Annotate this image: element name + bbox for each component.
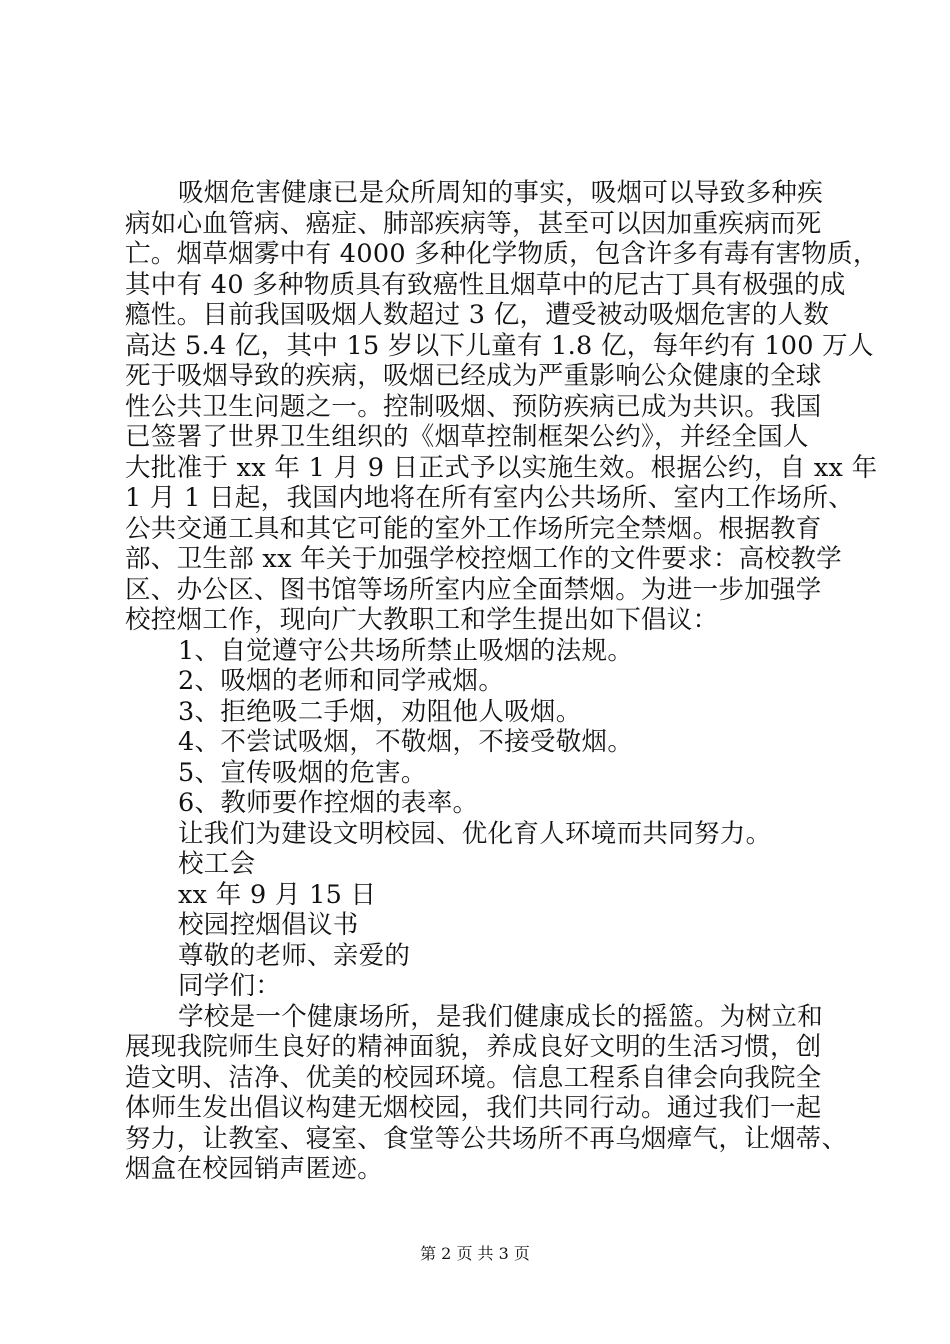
- text-line: 已签署了世界卫生组织的《烟草控制框架公约》，并经全国人: [125, 422, 809, 452]
- text-line: 6、教师要作控烟的表率。: [178, 788, 479, 818]
- text-line: 其中有 40 多种物质具有致癌性且烟草中的尼古丁具有极强的成: [125, 269, 846, 300]
- text-line: 体师生发出倡议构建无烟校园，我们共同行动。通过我们一起: [125, 1093, 822, 1123]
- text-line: 大批准于 xx 年 1 月 9 日正式予以实施生效。根据公约，自 xx 年: [125, 452, 878, 483]
- text-line: 2、吸烟的老师和同学戒烟。: [178, 666, 505, 696]
- text-line: 1 月 1 日起，我国内地将在所有室内公共场所、室内工作场所、: [125, 483, 855, 513]
- text-line: 校工会: [178, 849, 256, 879]
- text-line: 性公共卫生问题之一。控制吸烟、预防疾病已成为共识。我国: [125, 391, 822, 422]
- document-body: [125, 178, 879, 1185]
- text-line: 1、自觉遵守公共场所禁止吸烟的法规。: [178, 635, 634, 666]
- text-line: 部、卫生部 xx 年关于加强学校控烟工作的文件要求：高校教学: [125, 544, 842, 574]
- text-line: 亡。烟草烟雾中有 4000 多种化学物质，包含许多有毒有害物质，: [125, 239, 879, 269]
- text-line: 高达 5.4 亿，其中 15 岁以下儿童有 1.8 亿，每年约有 100 万人: [125, 330, 874, 361]
- text-line: 3、拒绝吸二手烟，劝阻他人吸烟。: [178, 696, 582, 727]
- text-line: 烟盒在校园销声匿迹。: [125, 1154, 384, 1184]
- text-line: 吸烟危害健康已是众所周知的事实，吸烟可以导致多种疾: [178, 178, 824, 208]
- text-line: 让我们为建设文明校园、优化育人环境而共同努力。: [178, 818, 772, 849]
- text-line: 病如心血管病、癌症、肺部疾病等，甚至可以因加重疾病而死: [125, 208, 822, 239]
- text-line: 努力，让教室、寝室、食堂等公共场所不再乌烟瘴气，让烟蒂、: [125, 1123, 848, 1154]
- text-line: 尊敬的老师、亲爱的: [178, 940, 411, 971]
- text-line: 公共交通工具和其它可能的室外工作场所完全禁烟。根据教育: [125, 513, 822, 544]
- text-line: 同学们：: [178, 971, 282, 1001]
- page-footer: 第 2 页 共 3 页: [420, 1244, 530, 1263]
- text-line: 死于吸烟导致的疾病，吸烟已经成为严重影响公众健康的全球: [125, 361, 822, 391]
- text-line: 展现我院师生良好的精神面貌，养成良好文明的生活习惯，创: [125, 1032, 822, 1062]
- text-line: 5、宣传吸烟的危害。: [178, 757, 427, 788]
- text-line: 校园控烟倡议书: [178, 910, 359, 940]
- text-line: 4、不尝试吸烟，不敬烟，不接受敬烟。: [178, 727, 634, 757]
- text-line: 学校是一个健康场所，是我们健康成长的摇篮。为树立和: [178, 1001, 824, 1032]
- text-line: 区、办公区、图书馆等场所室内应全面禁烟。为进一步加强学: [125, 574, 822, 605]
- text-line: xx 年 9 月 15 日: [178, 879, 377, 910]
- text-line: 造文明、洁净、优美的校园环境。信息工程系自律会向我院全: [125, 1062, 822, 1093]
- text-line: 校控烟工作，现向广大教职工和学生提出如下倡议：: [125, 605, 719, 635]
- text-line: 瘾性。目前我国吸烟人数超过 3 亿，遭受被动吸烟危害的人数: [125, 300, 830, 330]
